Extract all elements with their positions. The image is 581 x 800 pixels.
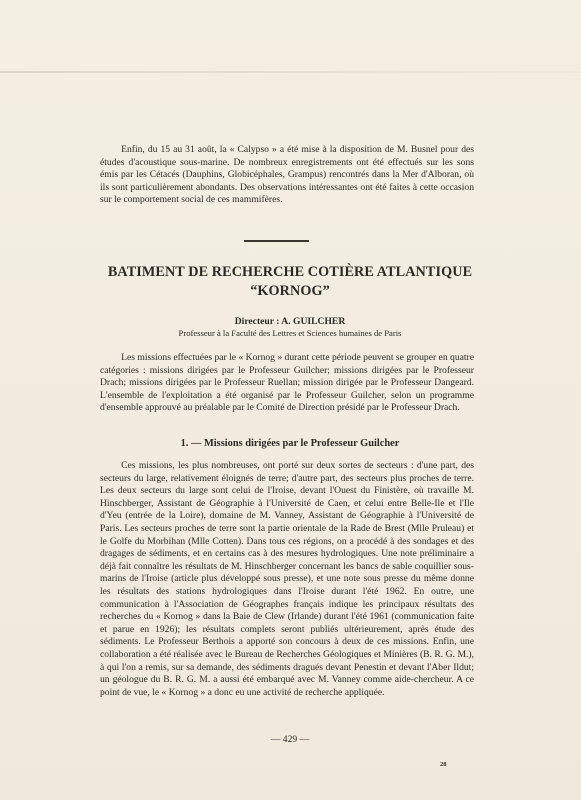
chapter-title-line-1: BATIMENT DE RECHERCHE COTIÈRE ATLANTIQUE — [107, 264, 473, 280]
section-heading: 1. — Missions dirigées par le Professeur Guilcher — [180, 438, 400, 449]
section-divider — [244, 240, 309, 242]
director-name: Directeur : A. GUILCHER — [234, 316, 346, 327]
chapter-title-line-2: “KORNOG” — [250, 283, 330, 299]
page-fold-shadow — [0, 71, 581, 73]
guilcher-missions-paragraph: Ces missions, les plus nombreuses, ont porté sur deux sortes de secteurs : d'une part, des secteurs du large, relativement éloignés de terre; d'autre part, des secteurs plus proches de terre. Les deux secteurs du large sont celui de l'Iroise, devant l'Ouest du Finistère, où travaille M. Hinschberger, Assistant de Géographie à l'Université de Caen, et celui entre Belle-Ile et l'Ile d'Yeu (entrée de la Loire), domaine de M. Vanney, Assistant de Géographie à l'Université de Paris. Les secteurs proches de terre sont la partie orientale de la Rade de Brest (Mlle Pruleau) et le Golfe du Morbihan (Mlle Cotten). Dans tous ces régions, on a procédé à des sondages et des dragages de sédiments, et en certains cas à des mesures hydrologiques. Une note préliminaire a déjà fait connaître les résultats de M. Hinschberger concernant les bancs de sable coquillier sous-marins de l'Iroise (article plus développé sous presse), et une note sous presse du même donne les résultats des stations hydrologiques dans l'Iroise durant l'été 1962. En outre, une communication à l'Association de Géographes français indique les principaux résultats des recherches du « Kornog » dans la Baie de Clew (Irlande) durant l'été 1961 (communication faite et parue en 1926); les résultats complets seront publiés ultérieurement, après étude des sédiments. Le Professeur Berthois a apporté son concours à deux de ces missions. Enfin, une collaboration a été réalisée avec le Bureau de Recherches Géologiques et Minières (B. R. G. M.), à qui l'on a remis, sur sa demande, des sédiments dragués devant Penestin et devant l'Aber Ildut; un géologue du B. R. G. M. a aussi été embarqué avec M. Vanney comme aide-chercheur. A ce point de vue, le « Kornog » a donc eu une activité de recherche appliquée. — [100, 460, 474, 698]
margin-note: 28 — [440, 761, 447, 768]
calypso-paragraph: Enfin, du 15 au 31 août, la « Calypso » a été mise à la disposition de M. Busnel pour des études d'acoustique sous-marine. De nombreux enregistrements ont été effectués sur les sons émis par les Cétacés (Dauphins, Globicéphales, Grampus) rencontrés dans la Mer d'Alboran, où ils sont particulièrement abondants. Des observations intéressantes ont été faites à cette occasion sur le comportement social de ces mammifères. — [100, 144, 474, 206]
director-role: Professeur à la Faculté des Lettres et Sciences humaines de Paris — [178, 328, 402, 338]
page-number: — 429 — — [270, 734, 310, 745]
missions-intro-paragraph: Les missions effectuées par le « Kornog » durant cette période peuvent se grouper en quatre catégories : missions dirigées par le Professeur Guilcher; missions dirigées par le Professeur Drach; missions dirigées par le Professeur Ruellan; mission dirigée par le Professeur Dangeard. L'ensemble de l'exploitation a été organisé par le Professeur Guilcher, selon un programme d'ensemble approuvé au préalable par le Comité de Direction présidé par le Professeur Drach. — [100, 352, 474, 414]
